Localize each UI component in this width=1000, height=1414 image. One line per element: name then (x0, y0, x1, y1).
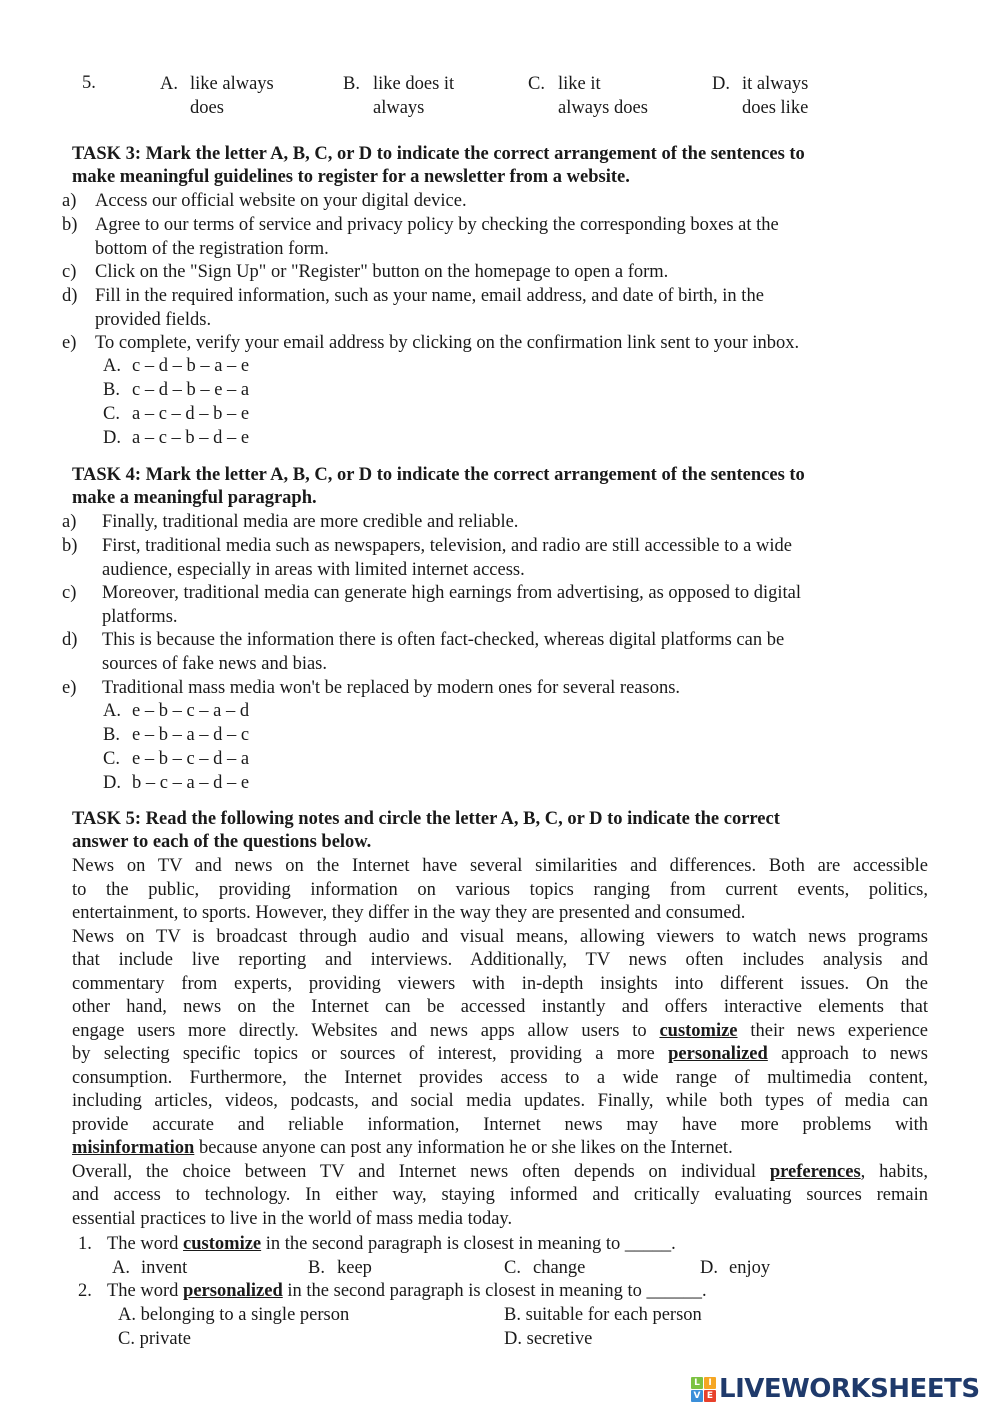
option-text: secretive (526, 1329, 593, 1349)
question-2 (78, 1280, 707, 1303)
passage-line: commentary from experts, providing viewers with in-depth insights into different issues. On the (72, 974, 928, 994)
answer-choice[interactable] (103, 355, 249, 379)
passage-line: entertainment, to sports. However, they differ in the way they are presented and consumed. (72, 903, 746, 923)
choice-text: a – c – d – b – e (132, 404, 250, 424)
item-text: Finally, traditional media are more credible and reliable. (102, 512, 519, 532)
passage-line: to the public, providing information on various topics ranging from current events, politics, (72, 880, 928, 900)
item-text: provided fields. (95, 309, 212, 330)
option-letter: D. (712, 74, 730, 94)
option-text-line: like does it (373, 74, 455, 94)
item-text: Fill in the required information, such as your name, email address, and date of birth, in the (95, 286, 764, 306)
choice-text: c – d – b – e – a (132, 380, 250, 400)
task-title-line: TASK 5: Read the following notes and circle the letter A, B, C, or D to indicate the correct (72, 809, 780, 829)
passage-line: essential practices to live in the world of mass media today. (72, 1209, 513, 1229)
task-title-line: make a meaningful paragraph. (72, 488, 317, 508)
task4-title (72, 464, 932, 510)
item-text: Traditional mass media won't be replaced by modern ones for several reasons. (102, 678, 681, 698)
task-title-line: make meaningful guidelines to register for a newsletter from a website. (72, 167, 630, 187)
choice-text: e – b – a – d – c (132, 725, 250, 745)
answer-option[interactable] (504, 1304, 702, 1327)
answer-choice[interactable] (103, 427, 249, 451)
item-label: d) (62, 630, 78, 650)
choice-text: b – c – a – d – e (132, 773, 250, 793)
option-text: change (533, 1258, 586, 1278)
question-keyword: customize (183, 1234, 262, 1254)
answer-option[interactable] (700, 1257, 770, 1280)
question-text: in the second paragraph is closest in meaning to _____. (261, 1234, 676, 1254)
item-label: c) (62, 262, 77, 282)
logo-tile: I (704, 1377, 716, 1389)
option-letter: C. (504, 1258, 521, 1278)
answer-option[interactable] (118, 1304, 349, 1327)
item-text: audience, especially in areas with limited internet access. (102, 559, 525, 580)
passage-text: because anyone can post any information he or she likes on the Internet. (194, 1138, 733, 1158)
option-letter: C. (528, 74, 545, 94)
answer-choice[interactable] (103, 379, 249, 403)
question-keyword: personalized (183, 1281, 283, 1301)
answer-option[interactable] (118, 1328, 191, 1351)
answer-option[interactable] (308, 1257, 372, 1280)
answer-option[interactable] (112, 1257, 187, 1280)
passage-line: that include live reporting and interviews. Additionally, TV news often includes analysis and (72, 950, 928, 970)
task3-title (72, 143, 932, 189)
keyword-personalized: personalized (668, 1044, 768, 1064)
option-letter: B. (504, 1305, 521, 1325)
option-letter: A. (118, 1305, 136, 1325)
logo-tiles-icon (691, 1377, 716, 1402)
option-letter: D. (700, 1258, 718, 1278)
passage-line: News on TV is broadcast through audio and visual means, allowing viewers to watch news programs (72, 927, 928, 947)
task-title-line: answer to each of the questions below. (72, 832, 372, 852)
logo-tile: L (691, 1377, 703, 1389)
choice-letter: B. (103, 725, 120, 745)
item-label: a) (62, 512, 77, 532)
answer-choice[interactable] (103, 724, 249, 748)
answer-option[interactable] (504, 1328, 592, 1351)
option-text-line: like it (558, 74, 601, 94)
item-text: Click on the "Sign Up" or "Register" button on the homepage to open a form. (95, 262, 669, 282)
answer-choice[interactable] (103, 403, 249, 427)
passage-line (72, 1043, 928, 1066)
passage-text: their news experience (737, 1021, 928, 1041)
logo-tile: V (691, 1390, 703, 1402)
option-text-line: always (373, 98, 425, 118)
task-title-line: TASK 3: Mark the letter A, B, C, or D to indicate the correct arrangement of the sentences to (72, 144, 805, 164)
logo-tile: E (704, 1390, 716, 1402)
passage-text: engage users more directly. Websites and news apps allow users to (72, 1021, 660, 1041)
item-text: This is because the information there is often fact-checked, whereas digital platforms can be (102, 630, 785, 650)
item-text: platforms. (102, 606, 178, 627)
item-text: Moreover, traditional media can generate high earnings from advertising, as opposed to digital (102, 583, 801, 603)
choice-text: e – b – c – d – a (132, 749, 250, 769)
item-text: bottom of the registration form. (95, 238, 329, 259)
question-text: The word (107, 1281, 184, 1301)
keyword-misinformation: misinformation (72, 1138, 195, 1158)
option-letter: C. (118, 1329, 135, 1349)
item-label: a) (62, 191, 77, 211)
choice-letter: C. (103, 404, 120, 424)
question-1 (78, 1233, 676, 1256)
option-text: invent (141, 1258, 188, 1278)
option-letter: A. (112, 1258, 130, 1278)
option-text: private (139, 1329, 191, 1349)
question-number: 2. (78, 1281, 92, 1301)
option-text: suitable for each person (525, 1305, 702, 1325)
passage-text: approach to news (767, 1044, 928, 1064)
item-text: sources of fake news and bias. (102, 653, 328, 674)
option-text-line: always does (558, 98, 648, 118)
passage-line: including articles, videos, podcasts, and social media updates. Finally, while both types of media can (72, 1091, 928, 1111)
choice-letter: B. (103, 380, 120, 400)
passage-text: , habits, (860, 1162, 928, 1182)
question-text: The word (107, 1234, 184, 1254)
option-text-line: like always (190, 74, 274, 94)
task5-title (72, 808, 932, 854)
keyword-preferences: preferences (769, 1162, 861, 1182)
choice-letter: A. (103, 356, 121, 376)
option-text-line: does (190, 98, 224, 118)
answer-choice[interactable] (103, 772, 249, 796)
choice-letter: C. (103, 749, 120, 769)
option-text: enjoy (729, 1258, 771, 1278)
choice-text: c – d – b – a – e (132, 356, 250, 376)
passage-line (72, 1137, 928, 1160)
passage-text: Overall, the choice between TV and Internet news often depends on individual (72, 1162, 770, 1182)
option-text: keep (337, 1258, 372, 1278)
item-label: e) (62, 333, 77, 353)
question-text: in the second paragraph is closest in meaning to ______. (282, 1281, 707, 1301)
question-number: 5. (82, 73, 96, 93)
item-text: Agree to our terms of service and privacy policy by checking the corresponding boxes at the (95, 215, 779, 235)
passage-line: other hand, news on the Internet can be accessed instantly and offers interactive elements that (72, 997, 928, 1017)
logo-text: LIVEWORKSHEETS (719, 1374, 980, 1404)
passage-line: News on TV and news on the Internet have several similarities and differences. Both are accessible (72, 856, 928, 876)
item-label: d) (62, 286, 78, 306)
item-text: To complete, verify your email address by clicking on the confirmation link sent to your inbox. (95, 333, 800, 353)
option-text-line: does like (742, 98, 809, 118)
question-number: 1. (78, 1234, 92, 1254)
keyword-customize: customize (659, 1021, 738, 1041)
item-label: b) (62, 215, 78, 235)
task-title-line: TASK 4: Mark the letter A, B, C, or D to indicate the correct arrangement of the sentences to (72, 465, 805, 485)
item-label: e) (62, 678, 77, 698)
option-letter: B. (343, 74, 360, 94)
answer-choice[interactable] (103, 700, 249, 724)
choice-letter: D. (103, 773, 121, 793)
choice-letter: D. (103, 428, 121, 448)
item-label: c) (62, 583, 77, 603)
passage-line: provide accurate and reliable information, Internet news may have more problems with (72, 1115, 928, 1135)
item-text: Access our official website on your digital device. (95, 191, 467, 211)
passage-line: and access to technology. In either way, staying informed and critically evaluating sources remain (72, 1185, 928, 1205)
option-letter: D. (504, 1329, 522, 1349)
passage-line (72, 1020, 928, 1043)
answer-option[interactable] (504, 1257, 585, 1280)
option-letter: A. (160, 74, 178, 94)
passage-line (72, 1161, 928, 1184)
item-text: First, traditional media such as newspapers, television, and radio are still accessible to a wide (102, 536, 792, 556)
passage-line: consumption. Furthermore, the Internet provides access to a wide range of multimedia content, (72, 1068, 928, 1088)
liveworksheets-logo[interactable] (691, 1374, 980, 1404)
option-text: belonging to a single person (140, 1305, 350, 1325)
passage-text: by selecting specific topics or sources of interest, providing a more (72, 1044, 669, 1064)
item-label: b) (62, 536, 78, 556)
answer-choice[interactable] (103, 748, 249, 772)
choice-text: a – c – b – d – e (132, 428, 250, 448)
choice-text: e – b – c – a – d (132, 701, 250, 721)
option-letter: B. (308, 1258, 325, 1278)
option-text-line: it always (742, 74, 809, 94)
choice-letter: A. (103, 701, 121, 721)
